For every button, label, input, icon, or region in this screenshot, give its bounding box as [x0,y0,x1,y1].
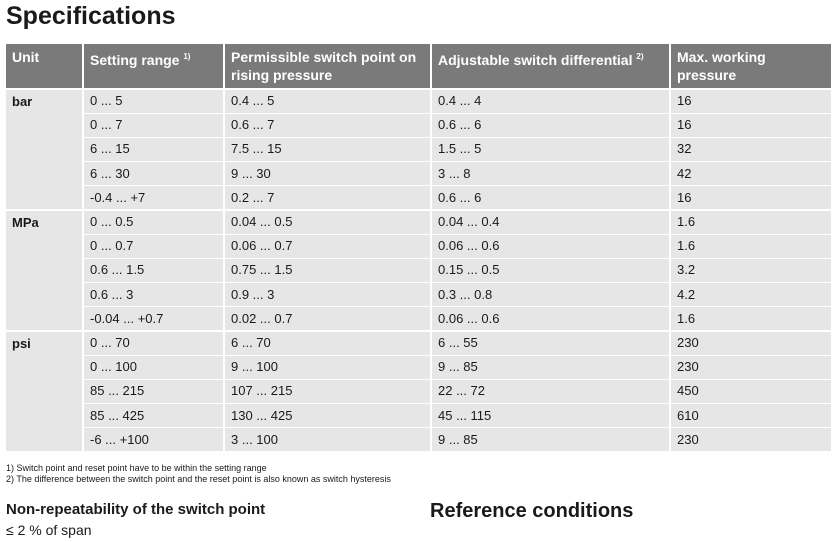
switch-differential-cell: 45 ... 115 [431,403,670,427]
switch-point-cell: 0.6 ... 7 [224,113,431,137]
max-pressure-cell: 42 [670,162,831,186]
max-pressure-cell: 450 [670,379,831,403]
table-row [6,186,831,210]
setting-range-cell: 6 ... 15 [83,137,224,161]
switch-differential-cell: 0.04 ... 0.4 [431,210,670,234]
setting-range-cell: 0.6 ... 3 [83,283,224,307]
table-row [6,355,831,379]
table-header-row [6,44,831,89]
table-row [6,113,831,137]
switch-differential-cell: 22 ... 72 [431,379,670,403]
max-pressure-cell: 16 [670,186,831,210]
max-pressure-cell: 1.6 [670,307,831,331]
setting-range-cell: 0 ... 0.5 [83,210,224,234]
table-row [6,89,831,113]
setting-range-cell: 0 ... 70 [83,331,224,355]
max-pressure-cell: 16 [670,89,831,113]
switch-differential-cell: 9 ... 85 [431,355,670,379]
setting-range-cell: -0.04 ... +0.7 [83,307,224,331]
max-pressure-cell: 610 [670,403,831,427]
unit-cell-bar: bar [6,89,83,210]
footnote-marker: 2) [636,52,644,61]
header-switch-point: Permissible switch point on rising pressure [224,44,431,89]
setting-range-cell: 0 ... 100 [83,355,224,379]
switch-differential-cell: 0.3 ... 0.8 [431,283,670,307]
switch-point-cell: 6 ... 70 [224,331,431,355]
header-max-working-pressure: Max. working pressure [670,44,831,89]
switch-differential-cell: 9 ... 85 [431,428,670,452]
setting-range-cell: 85 ... 215 [83,379,224,403]
switch-point-cell: 7.5 ... 15 [224,137,431,161]
table-row [6,258,831,282]
switch-point-cell: 3 ... 100 [224,428,431,452]
max-pressure-cell: 32 [670,137,831,161]
table-row [6,428,831,452]
switch-point-cell: 9 ... 30 [224,162,431,186]
switch-point-cell: 0.2 ... 7 [224,186,431,210]
page-title: Specifications [6,2,176,30]
table-row [6,234,831,258]
switch-point-cell: 0.9 ... 3 [224,283,431,307]
setting-range-cell: 85 ... 425 [83,403,224,427]
switch-differential-cell: 0.6 ... 6 [431,186,670,210]
setting-range-cell: 0 ... 0.7 [83,234,224,258]
table-row [6,137,831,161]
switch-differential-cell: 0.06 ... 0.6 [431,307,670,331]
switch-point-cell: 0.4 ... 5 [224,89,431,113]
switch-point-cell: 107 ... 215 [224,379,431,403]
setting-range-cell: 6 ... 30 [83,162,224,186]
header-setting-range: Setting range $^{1)}$ [83,44,224,89]
switch-point-cell: 0.06 ... 0.7 [224,234,431,258]
footnote-2: 2) The difference between the switch point and the reset point is also known as switch hysteresis [6,474,391,484]
header-unit: Unit [6,44,83,89]
max-pressure-cell: 3.2 [670,258,831,282]
non-repeatability-value: ≤ 2 % of span [6,522,92,538]
setting-range-cell: -6 ... +100 [83,428,224,452]
table-row [6,307,831,331]
switch-differential-cell: 0.15 ... 0.5 [431,258,670,282]
max-pressure-cell: 230 [670,428,831,452]
unit-cell-psi: psi [6,331,83,452]
table-row [6,403,831,427]
switch-differential-cell: 0.6 ... 6 [431,113,670,137]
max-pressure-cell: 230 [670,331,831,355]
unit-cell-mpa: MPa [6,210,83,331]
footnote-marker: 1) [183,52,191,61]
specifications-table [6,44,831,452]
max-pressure-cell: 4.2 [670,283,831,307]
switch-differential-cell: 0.4 ... 4 [431,89,670,113]
reference-conditions-heading: Reference conditions [430,500,634,522]
non-repeatability-heading: Non-repeatability of the switch point [6,501,266,518]
switch-point-cell: 130 ... 425 [224,403,431,427]
max-pressure-cell: 1.6 [670,234,831,258]
table-row [6,210,831,234]
setting-range-cell: -0.4 ... +7 [83,186,224,210]
switch-point-cell: 0.04 ... 0.5 [224,210,431,234]
header-switch-differential: Adjustable switch differential $^{2)}$ [431,44,670,89]
switch-differential-cell: 3 ... 8 [431,162,670,186]
max-pressure-cell: 16 [670,113,831,137]
max-pressure-cell: 230 [670,355,831,379]
setting-range-cell: 0 ... 5 [83,89,224,113]
max-pressure-cell: 1.6 [670,210,831,234]
footnote-1: 1) Switch point and reset point have to be within the setting range [6,463,267,473]
switch-point-cell: 0.75 ... 1.5 [224,258,431,282]
switch-differential-cell: 0.06 ... 0.6 [431,234,670,258]
table-row [6,162,831,186]
setting-range-cell: 0 ... 7 [83,113,224,137]
switch-differential-cell: 6 ... 55 [431,331,670,355]
table-row [6,379,831,403]
switch-differential-cell: 1.5 ... 5 [431,137,670,161]
table-row [6,283,831,307]
table-row [6,331,831,355]
switch-point-cell: 0.02 ... 0.7 [224,307,431,331]
switch-point-cell: 9 ... 100 [224,355,431,379]
setting-range-cell: 0.6 ... 1.5 [83,258,224,282]
